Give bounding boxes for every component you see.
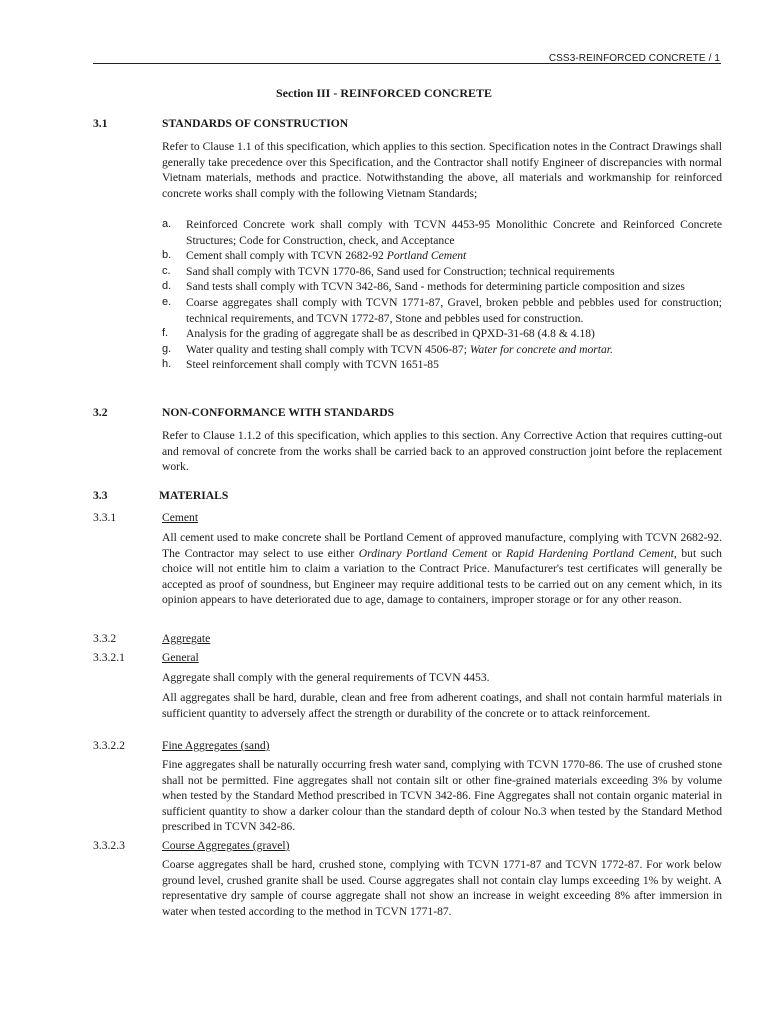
- general-body-1: Aggregate shall comply with the general requirements of TCVN 4453.: [162, 671, 490, 684]
- section-heading-course-aggregates: Course Aggregates (gravel): [162, 839, 290, 852]
- list-item: h. Steel reinforcement shall comply with TCVN 1651-85: [162, 358, 439, 372]
- header-rule: [93, 63, 721, 64]
- section-number-3-3-1: 3.3.1: [93, 511, 117, 524]
- section-number-3-3: 3.3: [93, 489, 108, 502]
- section-heading-3-1: STANDARDS OF CONSTRUCTION: [162, 117, 349, 130]
- section-number-3-2: 3.2: [93, 406, 108, 419]
- section-title: Section III - REINFORCED CONCRETE: [275, 86, 493, 100]
- section-heading-cement: Cement: [162, 511, 199, 524]
- list-item: f. Analysis for the grading of aggregate shall be as described in QPXD-31-68 (4.8 & 4.18): [162, 327, 595, 341]
- section-number-3-3-2-1: 3.3.2.1: [93, 651, 125, 664]
- section-heading-general: General: [162, 651, 199, 664]
- list-item: a. Reinforced Concrete work shall comply with TCVN 4453-95 Monolithic Concrete and Reinforced Concrete Structures; Code for Construction, check, and Acceptance: [162, 218, 722, 247]
- section-number-3-1: 3.1: [93, 117, 108, 130]
- section-heading-3-2: NON-CONFORMANCE WITH STANDARDS: [162, 406, 395, 419]
- course-aggregates-body: Coarse aggregates shall be hard, crushed stone, complying with TCVN 1771-87 and TCVN 1772-87. For work below ground level, crushed granite shall be used. Course aggregates shall not contain clay lumps exceeding 1% by weight. A representative dry sample of course aggregate shall not show an increase in weight exceeding 8% after immersion in water when tested according to the method in TCVN 1771-87.: [162, 858, 722, 918]
- section-number-3-3-2: 3.3.2: [93, 632, 117, 645]
- section-3-2-body: Refer to Clause 1.1.2 of this specification, which applies to this section. Any Corrective Action that requires cutting-out and removal of concrete from the works shall be carried back to an approved construction joint before the replacement work.: [162, 429, 722, 474]
- section-heading-fine-aggregates: Fine Aggregates (sand): [162, 739, 270, 752]
- list-item: d. Sand tests shall comply with TCVN 342-86, Sand - methods for determining particle composition and sizes: [162, 280, 685, 294]
- list-item: g. Water quality and testing shall comply with TCVN 4506-87; Water for concrete and mortar.: [162, 342, 613, 356]
- standards-list: [162, 217, 722, 373]
- section-3-1-intro: Refer to Clause 1.1 of this specification, which applies to this section. Specification notes in the Contract Drawings shall generally take precedence over this Specification, and the Contractor shall notify Engineer of discrepancies with normal Vietnam materials, methods and practice. Notwithstanding the above, all materials and workmanship for reinforced concrete works shall comply with the following Vietnam Standards;: [162, 140, 722, 200]
- section-number-3-3-2-2: 3.3.2.2: [93, 739, 125, 752]
- list-item: b. Cement shall comply with TCVN 2682-92 Portland Cement: [162, 249, 467, 263]
- section-number-3-3-2-3: 3.3.2.3: [93, 839, 125, 852]
- running-header: CSS3-REINFORCED CONCRETE / 1: [548, 53, 720, 64]
- section-heading-aggregate: Aggregate: [162, 632, 211, 645]
- list-item: c. Sand shall comply with TCVN 1770-86, Sand used for Construction; technical requirements: [162, 264, 615, 278]
- general-body-2: All aggregates shall be hard, durable, clean and free from adherent coatings, and shall not contain harmful materials in sufficient quantity to adversely affect the strength or durability of the concrete or to attack reinforcement.: [162, 691, 722, 720]
- cement-body: All cement used to make concrete shall be Portland Cement of approved manufacture, complying with TCVN 2682-92. The Contractor may select to use either Ordinary Portland Cement or Rapid Hardening Portland Cement, but such choice will not entitle him to claim a variation to the Contract Price. Manufacturer's test certificates will generally be accepted as proof of soundness, but Engineer may require additional tests to be carried out on any cement which, in its opinion appears to have deteriorated due to age, damage to containers, improper storage or for any other reason.: [162, 531, 722, 607]
- fine-aggregates-body: Fine aggregates shall be naturally occurring fresh water sand, complying with TCVN 1770-86. The use of crushed stone shall not be permitted. Fine aggregates shall not contain silt or other fine-grained materials exceeding 3% by volume when tested by the Standard Method prescribed in TCVN 342-86. Fine Aggregates shall not contain organic material in sufficient quantity to show a darker colour than the standard depth of colour No.3 when tested by the Standard Method prescribed in TCVN 342-86.: [162, 758, 722, 834]
- list-item: e. Coarse aggregates shall comply with TCVN 1771-87, Gravel, broken pebble and pebbles used for construction; technical requirements, and TCVN 1772-87, Stone and pebbles used for construction.: [162, 295, 722, 325]
- section-heading-3-3: MATERIALS: [159, 489, 229, 502]
